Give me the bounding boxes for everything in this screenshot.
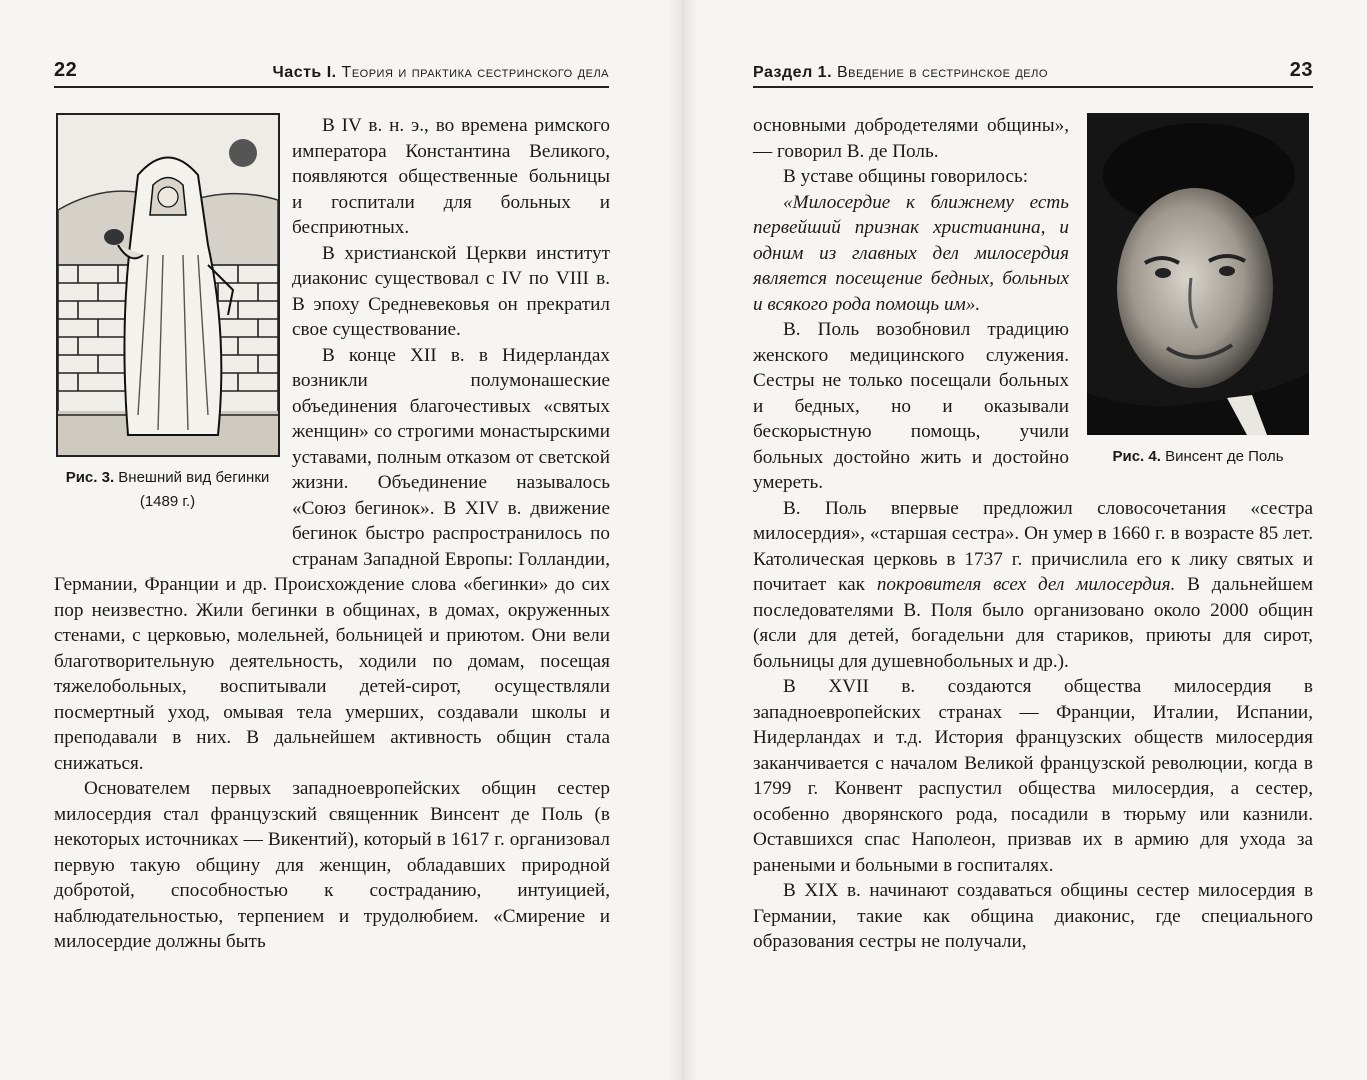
paragraph: Основателем первых западноевропейских общин сестер милосердия стал французский священник Винсент де Поль (в некоторых источниках — Викентий), который в 1617 г. организовал первую такую общину для женщин, обладавших природной добротой, способностью к сострадaнию, интуицией, наблюдательностью, терпением и трудолюбием. «Смирение и милосердие должны быть	[54, 778, 610, 952]
paragraph: В XVII в. создаются общества милосердия в западноевропейских странах — Франции, Италии, Испании, Нидерландах и т.д. История французских обществ милосердия заканчивается с началом Великой французской революции, когда в 1799 г. Конвент распустил общества милосердия, а сестер, особенно дворянского рода, посадили в тюрьму или казнили. Оставшихся спас Наполеон, призвав их в армию для ухода за ранеными и больными в госпиталях.	[753, 676, 1313, 876]
text-run: В. Поль впервые предложил словосочетания «сестра милосердия», «старшая сестра». Он умер в 1660 г. в возрасте 85 лет. Католическая церковь в 1737 г. причислила его к лику святых и почитает как	[753, 497, 1313, 595]
text-run: В дальнейшем последователями В. Поля было организовано около 2000 общин (ясли для детей, богадельни для стариков, приюты для сирот, больницы для душевнобольных и др.).	[753, 574, 1313, 672]
figure-4-label: Рис. 4.	[1112, 448, 1161, 465]
left-page	[0, 0, 683, 1080]
paragraph: В. Поль возобновил традицию женского медицинского служения. Сестры не только посещали больных и бедных, но и оказывали бескорыстную помощь, учили больных достойно жить и достойно умереть.	[753, 319, 1069, 493]
section-name: Введение в сестринское дело	[836, 64, 1048, 81]
right-running-header	[753, 58, 1313, 88]
paragraph: основными добродетелями общины», — говорил В. де Поль.	[753, 115, 1069, 162]
paragraph: В конце XII в. в Нидерландах возникли полумонашеские объединения благочестивых «святых женщин» со строгими монастырскими уставами, полным отказом от светской жизни. Объединение называлось «Союз бегинок». В XIV в. движение бегинок быстро распространилось по странам Западной Европы: Голландии, Германии, Франции и др. Происхождение слова «бегинки» до сих пор неизвестно. Жили бегинки в общинах, в домах, окруженных стенами, с церковью, молельней, больницей и приютом. Они вели благотворительную деятельность, ходили по домам, посещая тяжелобольных, воспитывали детей-сирот, осуществляли посмертный уход, омывая тела умерших, создавали школы и преподавали в них. В дальнейшем активность общин стала снижаться.	[54, 344, 610, 774]
right-page	[683, 0, 1367, 1080]
right-body-text	[753, 113, 1313, 955]
part-label: Часть I.	[272, 64, 337, 81]
page-number: 23	[1289, 59, 1313, 81]
figure-3-text: Внешний вид бегинки (1489 г.)	[118, 469, 270, 510]
page-number: 22	[54, 59, 78, 81]
chapter-title	[273, 64, 609, 82]
part-title: Теория и практика сестринского дела	[341, 64, 609, 81]
left-body-text	[54, 113, 610, 955]
paragraph: В христианской Церкви институт диаконис существовал с IV по VIII в. В эпоху Средневековья он прекратил свое существование.	[292, 242, 610, 340]
paragraph	[753, 496, 1313, 675]
section-title	[753, 64, 1048, 82]
figure-3-label: Рис. 3.	[65, 469, 115, 486]
left-running-header	[54, 58, 609, 88]
section-label: Раздел 1.	[753, 64, 833, 81]
paragraph: В IV в. н. э., во времена римского императора Константина Великого, появляются общественные больницы и госпитали для больных и бесприютных.	[292, 115, 610, 238]
italic-run: покровителя всех дел милосердия.	[876, 574, 1176, 595]
figure-float-space	[54, 113, 292, 549]
paragraph: В XIX в. начинают создаваться общины сестер милосердия в Германии, такие как община диаконис, где специального образования сестры не получали,	[753, 880, 1313, 952]
figure-float-space	[1069, 113, 1313, 493]
quote-paragraph: «Милосердие к ближнему есть первейший признак христианина, и одним из главных дел милосердия является посещение бедных, больных и всякого рода помощь им».	[753, 191, 1069, 315]
figure-4-text: Винсент де Поль	[1165, 448, 1284, 465]
paragraph: В уставе общины говорилось:	[783, 166, 1029, 187]
